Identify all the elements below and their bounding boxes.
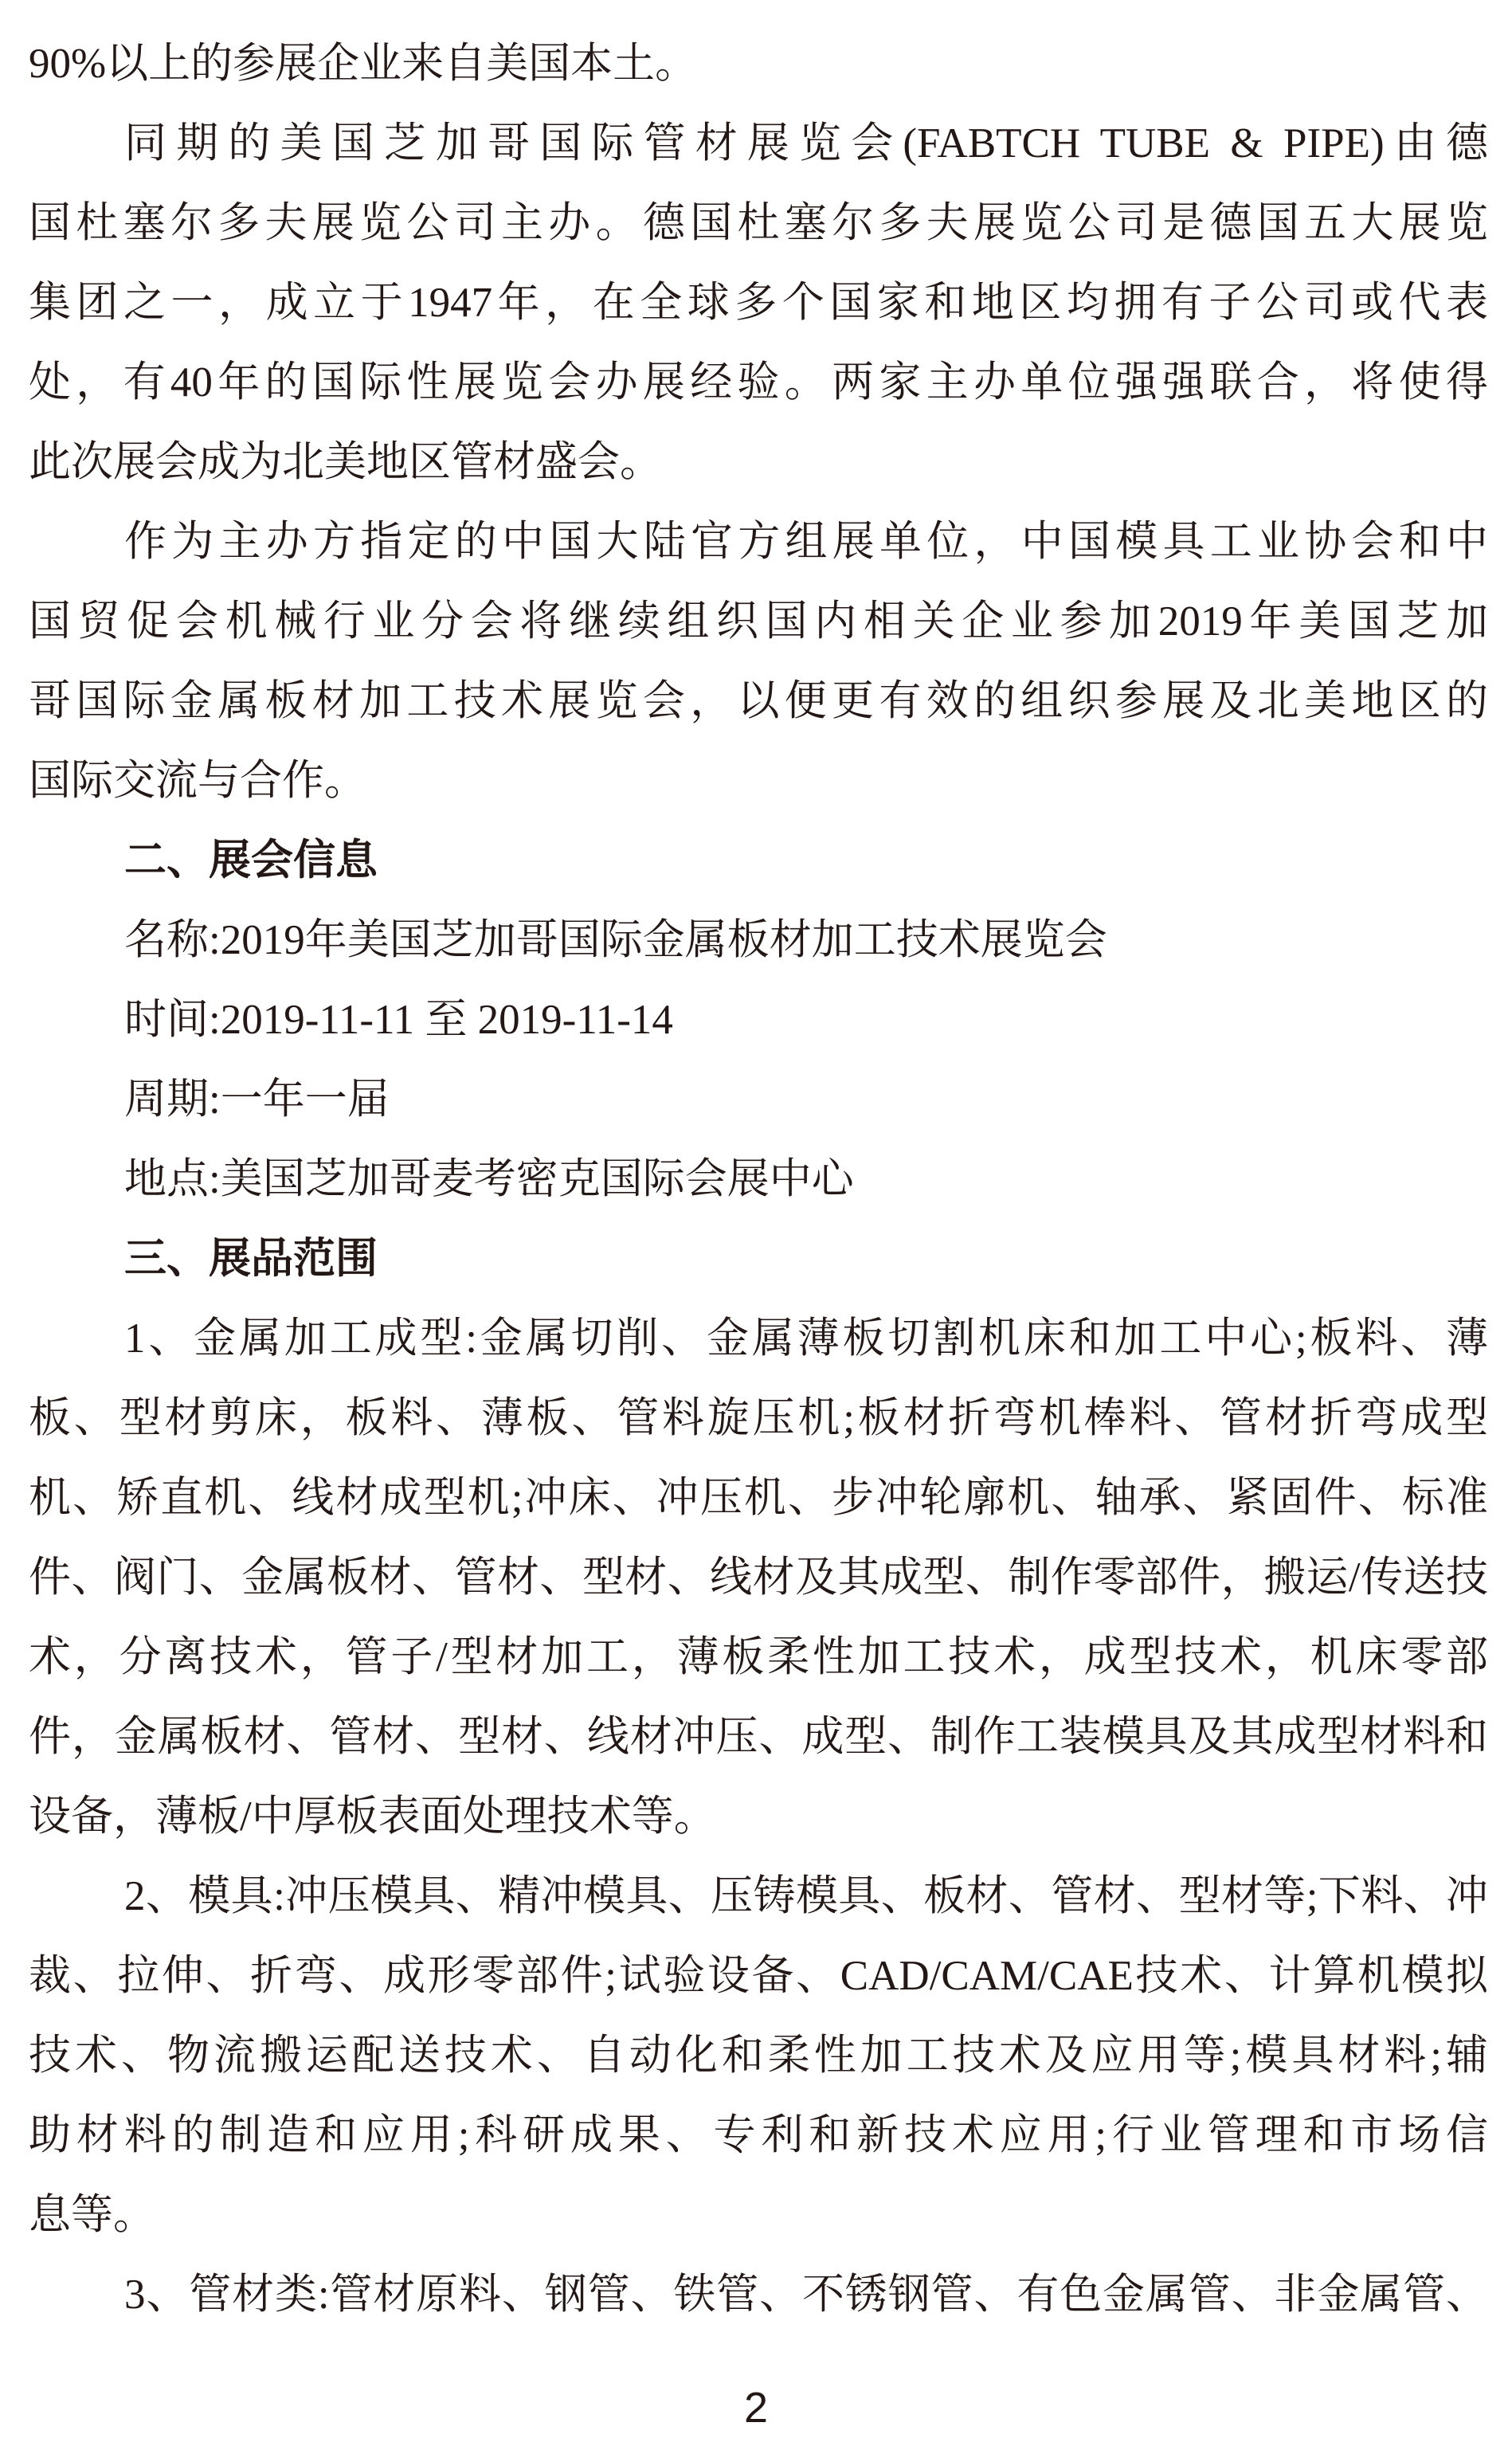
item1-metal-forming-line: 件、阀门、金属板材、管材、型材、线材及其成型、制作零部件，搬运/传送技 xyxy=(29,1554,1488,1601)
paragraph-continuation-line: 90%以上的参展企业来自美国本土。 xyxy=(29,41,698,87)
item2-molds-line: 助材料的制造和应用;科研成果、专利和新技术应用;行业管理和市场信 xyxy=(29,2112,1488,2158)
paragraph-organizer-line: 哥国际金属板材加工技术展览会，以便更有效的组织参展及北美地区的 xyxy=(29,678,1488,724)
info-venue-line: 地点:美国芝加哥麦考密克国际会展中心 xyxy=(124,1156,854,1202)
item1-metal-forming-line: 术，分离技术，管子/型材加工，薄板柔性加工技术，成型技术，机床零部 xyxy=(29,1634,1488,1680)
document-page-body xyxy=(29,24,1488,2334)
paragraph-organizer-line: 国际交流与合作。 xyxy=(29,758,366,804)
item1-metal-forming-line: 件，金属板材、管材、型材、线材冲压、成型、制作工装模具及其成型材料和 xyxy=(29,1714,1488,1760)
paragraph-organizer-line: 国贸促会机械行业分会将继续组织国内相关企业参加2019年美国芝加 xyxy=(29,598,1488,645)
paragraph-fabtech-tube-pipe-line: 此次展会成为北美地区管材盛会。 xyxy=(29,439,662,485)
item1-metal-forming-line: 机、矫直机、线材成型机;冲床、冲压机、步冲轮廓机、轴承、紧固件、标准 xyxy=(29,1475,1488,1521)
paragraph-fabtech-tube-pipe-line: 集团之一，成立于1947年，在全球多个国家和地区均拥有子公司或代表 xyxy=(29,280,1488,326)
info-name-line: 名称:2019年美国芝加哥国际金属板材加工技术展览会 xyxy=(124,917,1107,963)
item1-metal-forming-line: 设备，薄板/中厚板表面处理技术等。 xyxy=(29,1793,716,1840)
page-number: 2 xyxy=(743,2384,769,2432)
item2-molds-line: 息等。 xyxy=(29,2192,155,2238)
item1-metal-forming-line: 板、型材剪床，板料、薄板、管料旋压机;板材折弯机棒料、管材折弯成型 xyxy=(29,1395,1488,1441)
item1-metal-forming-line: 1、金属加工成型:金属切削、金属薄板切割机床和加工中心;板料、薄 xyxy=(124,1315,1488,1362)
paragraph-fabtech-tube-pipe-line: 处，有40年的国际性展览会办展经验。两家主办单位强强联合，将使得 xyxy=(29,359,1488,406)
item3-pipes-line: 3、管材类:管材原料、钢管、铁管、不锈钢管、有色金属管、非金属管、 xyxy=(124,2272,1488,2318)
heading-exhibit-scope: 三、展品范围 xyxy=(124,1236,378,1282)
paragraph-fabtech-tube-pipe-line: 国杜塞尔多夫展览公司主办。德国杜塞尔多夫展览公司是德国五大展览 xyxy=(29,200,1488,246)
item2-molds-line: 裁、拉伸、折弯、成形零部件;试验设备、CAD/CAM/CAE技术、计算机模拟 xyxy=(29,1953,1488,1999)
item2-molds-line: 2、模具:冲压模具、精冲模具、压铸模具、板材、管材、型材等;下料、冲 xyxy=(124,1873,1488,1919)
info-time-line: 时间:2019-11-11 至 2019-11-14 xyxy=(124,997,673,1043)
heading-exhibition-info: 二、展会信息 xyxy=(124,837,378,884)
paragraph-organizer-line: 作为主办方指定的中国大陆官方组展单位，中国模具工业协会和中 xyxy=(124,519,1488,565)
paragraph-fabtech-tube-pipe-line: 同期的美国芝加哥国际管材展览会(FABTCH TUBE & PIPE)由德 xyxy=(124,120,1488,167)
item2-molds-line: 技术、物流搬运配送技术、自动化和柔性加工技术及应用等;模具材料;辅 xyxy=(29,2032,1488,2079)
info-cycle-line: 周期:一年一届 xyxy=(124,1076,390,1123)
